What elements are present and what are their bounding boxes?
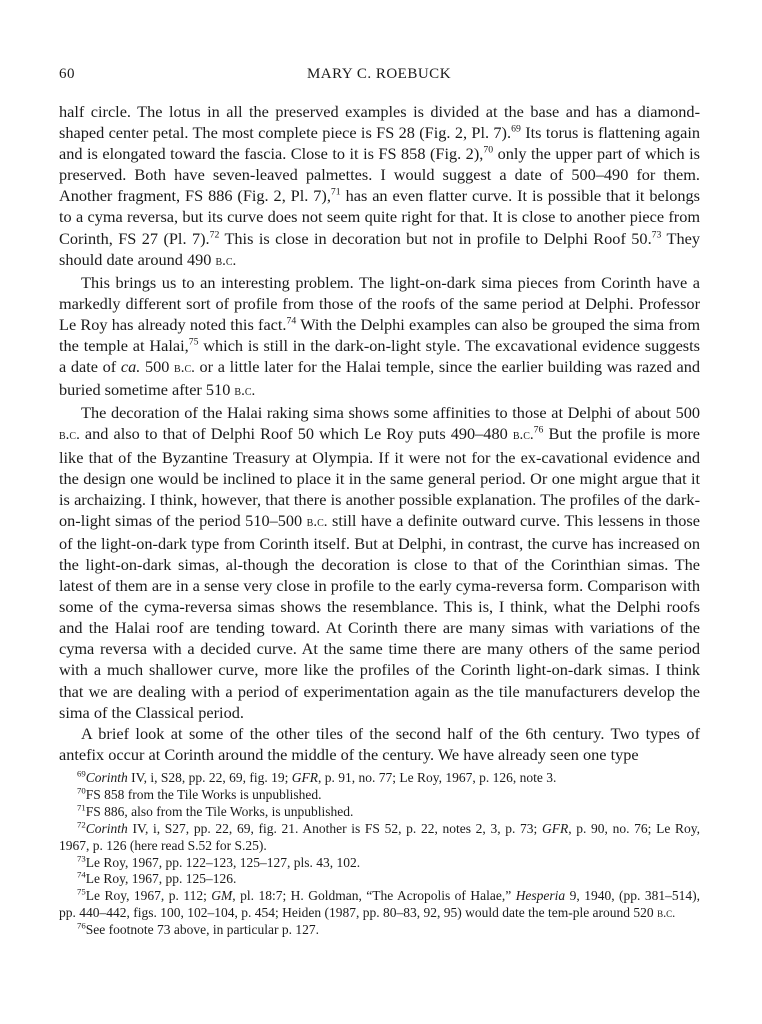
footnote-ref-73[interactable]: 73 bbox=[651, 229, 662, 241]
footnote-75 bbox=[59, 888, 700, 922]
text-run: or a little later for the Halai temple, since the earlier building was razed and buried sometime after 510 bbox=[59, 357, 701, 400]
era-abbrev: b.c. bbox=[512, 427, 534, 444]
footnote-ref-76[interactable]: 76 bbox=[533, 425, 544, 437]
italic-title: GM bbox=[211, 888, 233, 904]
footnotes bbox=[59, 770, 700, 939]
footnote-number: 69 bbox=[77, 768, 86, 779]
running-head bbox=[59, 66, 699, 86]
text-run: Its torus is flattening again and is elongated toward the fascia. Close to it is FS 858 (Fig. 2), bbox=[59, 123, 700, 164]
paragraph-2 bbox=[59, 272, 700, 403]
footnote-76 bbox=[59, 922, 700, 939]
footnote-number: 72 bbox=[77, 819, 86, 830]
paragraph-1 bbox=[59, 101, 700, 272]
text-run: Le Roy, 1967, p. 112; bbox=[85, 888, 212, 904]
text-run: which is still in the dark-on-light style. The excavational evidence suggests a date of bbox=[59, 336, 701, 377]
text-run: , p. 91, no. 77; Le Roy, 1967, p. 126, note 3. bbox=[318, 770, 557, 785]
page-number: 60 bbox=[59, 66, 75, 82]
text-run: FS 886, also from the Tile Works, is unpublished. bbox=[85, 803, 354, 819]
footnote-ref-70[interactable]: 70 bbox=[483, 144, 494, 156]
text-run: This brings us to an interesting problem. The light-on-dark sima pieces from Corinth have a markedly different sort of profile from those of the roofs of the same period at Delphi. Professor Le Roy has already noted this fact. bbox=[59, 272, 700, 334]
italic-title: GFR bbox=[541, 820, 569, 836]
era-abbrev: b.c. bbox=[306, 513, 328, 530]
footnote-74 bbox=[59, 871, 700, 888]
running-title: MARY C. ROEBUCK bbox=[306, 66, 452, 82]
text-run: 9, 1940, (pp. 381–514), pp. 440–442, figs. 100, 102–104, p. 454; Heiden (1987, pp. 80–83, 92, 95) would date the tem-ple around 520 bbox=[59, 888, 700, 921]
text-run: The decoration of the Halai raking sima shows some affinities to those at Delphi of about 500 bbox=[81, 403, 700, 423]
footnote-number: 76 bbox=[77, 920, 86, 931]
era-abbrev: b.c. bbox=[234, 383, 256, 400]
text-run: With the Delphi examples can also be grouped the sima from the temple at Halai, bbox=[59, 314, 700, 356]
footnote-number: 71 bbox=[77, 802, 86, 813]
text-run: still have a definite outward curve. This lessens in those of the light-on-dark type from Corinth itself. But at Delphi, in contrast, the curve has increased on the light-on-dark simas, al-though the decoration is close to that of the Corinthian simas. The latest of them are in a sense very close in profile to the early cyma-reversa form. Comparison with some of the cyma-reversa simas shows the resemblance. This is, I think, what the Delphi roofs and the Halai roof are tending toward. At Corinth there are many simas with variations of the cyma reversa with a decided curve. At the same time there are many others of the same period with a much shallower curve, more like the profiles of the Corinth light-on-dark simas. I think that we are dealing with a period of experimentation again as the tile manufacturers develop the sima of the Classical period. bbox=[59, 510, 700, 722]
italic-title: Hesperia bbox=[515, 888, 566, 904]
body-text bbox=[59, 101, 700, 765]
text-run: This is close in decoration but not in profile to Delphi Roof 50. bbox=[219, 228, 652, 248]
text-run: has an even flatter curve. It is possible that it belongs to a cyma reversa, but its curve does not seem quite right for that. It is close to another piece from Corinth, FS 27 (Pl. 7). bbox=[59, 186, 700, 248]
text-run: and also to that of Delphi Roof 50 which Le Roy puts 490–480 bbox=[79, 424, 513, 444]
footnote-69 bbox=[59, 770, 700, 787]
text-run: 500 bbox=[140, 357, 175, 377]
footnote-ref-74[interactable]: 74 bbox=[286, 315, 297, 327]
text-run: Le Roy, 1967, pp. 125–126. bbox=[85, 871, 237, 887]
footnote-73 bbox=[59, 852, 700, 872]
footnote-ref-72[interactable]: 72 bbox=[209, 229, 220, 241]
era-abbrev: b.c. bbox=[215, 252, 237, 269]
text-run: only the upper part of which is preserved. Both have seven-leaved palmettes. I would suggest a date of 500–490 for them. Another fragment, FS 886 (Fig. 2, Pl. 7), bbox=[59, 144, 701, 206]
italic-title: Corinth bbox=[85, 820, 128, 836]
footnote-number: 73 bbox=[77, 852, 86, 863]
footnote-number: 70 bbox=[77, 785, 86, 796]
era-abbrev: b.c. bbox=[657, 906, 676, 921]
footnote-ref-75[interactable]: 75 bbox=[188, 336, 199, 348]
text-run: half circle. The lotus in all the preserved examples is divided at the base and has a diamond-shaped center petal. The most complete piece is FS 28 (Fig. 2, Pl. 7). bbox=[59, 102, 700, 143]
text-run: , p. 90, no. 76; Le Roy, 1967, p. 126 (here read S.52 for S.25). bbox=[59, 820, 700, 853]
text-run: See footnote 73 above, in particular p. 127. bbox=[85, 922, 319, 938]
text-run: But the profile is more like that of the Byzantine Treasury at Olympia. If it were not for the ex-cavational evidence and the design one would be inclined to place it in the same general period. Or one might argue that it is archaizing. I think, however, that there is another possible explanation. The profiles of the dark-on-light simas of the period 510–500 bbox=[59, 424, 700, 530]
text-run: IV, i, S28, pp. 22, 69, fig. 19; bbox=[127, 770, 292, 785]
text-run: FS 858 from the Tile Works is unpublished. bbox=[85, 786, 322, 802]
paragraph-3 bbox=[59, 402, 700, 722]
text-run: They should date around 490 bbox=[59, 228, 700, 269]
footnote-70 bbox=[59, 787, 700, 804]
footnote-71 bbox=[59, 804, 700, 821]
footnote-72 bbox=[59, 821, 700, 855]
era-abbrev: b.c. bbox=[174, 360, 195, 377]
italic-title: GFR bbox=[291, 770, 319, 785]
paragraph-4 bbox=[59, 723, 700, 765]
italic-ca: ca. bbox=[120, 357, 141, 377]
text-run: Le Roy, 1967, pp. 122–123, 125–127, pls. 43, 102. bbox=[85, 854, 361, 870]
footnote-number: 74 bbox=[77, 869, 86, 880]
text-run: , pl. 18:7; H. Goldman, “The Acropolis of Halae,” bbox=[232, 888, 516, 904]
footnote-ref-71[interactable]: 71 bbox=[330, 187, 341, 199]
era-abbrev: b.c. bbox=[59, 427, 80, 444]
footnote-number: 75 bbox=[77, 886, 86, 897]
text-run: IV, i, S27, pp. 22, 69, fig. 21. Another is FS 52, p. 22, notes 2, 3, p. 73; bbox=[127, 820, 542, 836]
text-run: A brief look at some of the other tiles of the second half of the 6th century. Two types of antefix occur at Corinth around the middle of the century. We have already seen one type bbox=[59, 723, 700, 764]
footnote-ref-69[interactable]: 69 bbox=[511, 123, 521, 135]
italic-title: Corinth bbox=[85, 770, 128, 785]
